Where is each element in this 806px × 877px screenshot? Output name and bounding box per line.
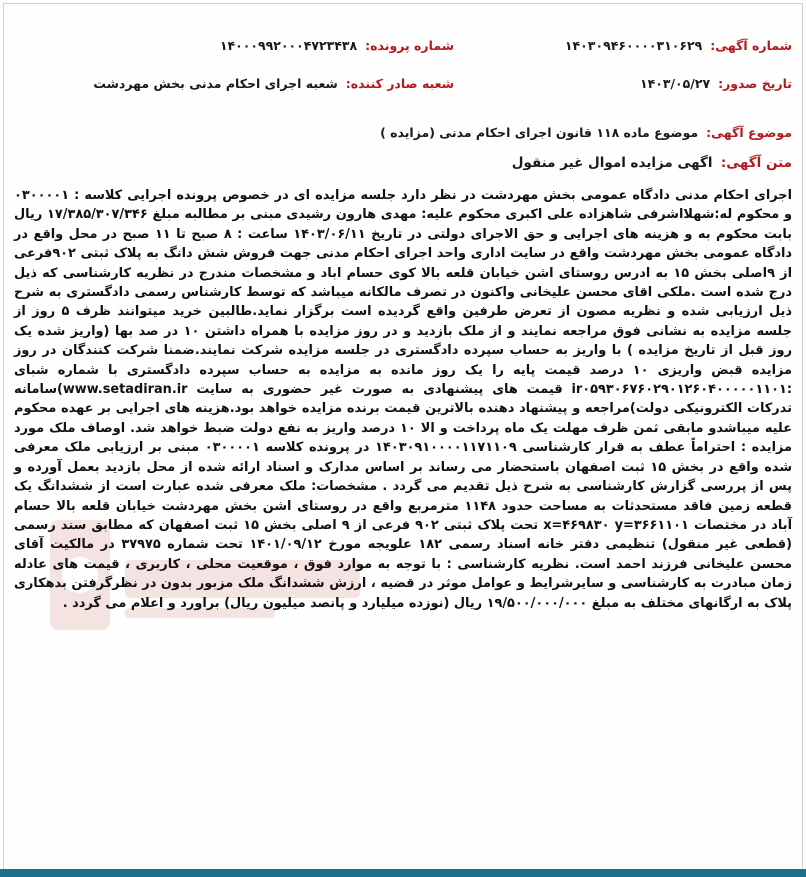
bottom-bar	[0, 869, 806, 877]
file-number-value: ۱۴۰۰۰۹۹۲۰۰۰۴۷۲۳۴۳۸	[219, 38, 358, 53]
file-number-label: شماره پرونده:	[365, 38, 454, 53]
issuer-value: شعبه اجرای احکام مدنی بخش مهردشت	[93, 76, 338, 91]
text-label: متن آگهی:	[720, 155, 792, 171]
issue-date-label: تاریخ صدور:	[718, 76, 792, 91]
ad-number-value: ۱۴۰۳۰۹۴۶۰۰۰۰۳۱۰۶۲۹	[564, 38, 703, 53]
notice-body	[14, 186, 792, 613]
subject-row	[380, 125, 792, 140]
issue-date-row	[640, 76, 792, 91]
issuer-row	[93, 76, 454, 91]
subject-value: موضوع ماده ۱۱۸ قانون اجرای احکام مدنی (مزایده )	[380, 125, 699, 140]
issue-date-value: ۱۴۰۳/۰۵/۲۷	[639, 76, 711, 91]
issuer-label: شعبه صادر کننده:	[345, 76, 454, 91]
file-number-row	[220, 38, 454, 53]
ad-number-label: شماره آگهی:	[710, 38, 792, 53]
text-title-row	[512, 155, 792, 171]
text-title: اگهی مزایده اموال غیر منقول	[511, 155, 713, 171]
subject-label: موضوع آگهی:	[706, 125, 792, 140]
notice-paragraph: اجرای احکام مدنی دادگاه عمومی بخش مهردشت در نظر دارد جلسه مزایده ای در خصوص پرونده اجرایی کلاسه : ۰۳۰۰۰۰۱ و محکوم له:شهلااشرفی شاهزاده علی اکبری محکوم علیه: مهدی هارون رشیدی مبنی بر مطالبه مبلغ ۱۷/۳۸۵/۳۰۷/۳۴۶ ریال بابت محکوم به و هزینه های اجرایی و حق الاجرای دولتی در تاریخ ۱۴۰۳/۰۶/۱۱ ساعت : ۸ صبح تا ۱۱ صبح در محل واقع در دادگاه عمومی بخش مهردشت واقع در سایت اداری واحد اجرای احکام مدنی جهت فروش شش دانگ به پلاک ثبتی ۹۰۲فرعی از ۹اصلی بخش ۱۵ به ادرس روستای اشن خیابان قلعه بالا کوی حسام اباد و مشخصات مندرج در نظریه کارشناسی که ذیل درج شده است .ملکی اقای محسن علیخانی واکنون در تصرف مالکانه میباشد که توسط کارشناس رسمی دادگستری به شرح ذیل ارزیابی شده و نظریه مصون از تعرض طرفین واقع گردیده است برگزار نماید.طالبین خرید میتوانند ظرف ۵ روز از جلسه مزایده به نشانی فوق مراجعه نمایند و از ملک بازدید و در روز مزایده با همراه داشتن ۱۰ در صد بها (واریز شده یک روز قبل از تاریخ مزایده ) با واریز به حساب سپرده دادگستری در جلسه مزایده شرکت نمایند.ضمنا شرکت کنندگان در روز مزایده قبض واریزی ۱۰ درصد قیمت پایه را یک روز مانده به مزایده به حساب سپرده دادگستری با شماره شبای :ir۰۵۹۳۰۶۷۶۰۲۹۰۱۲۶۰۴۰۰۰۰۰۱۱۰۱ قیمت های پیشنهادی به صورت غیر حضوری به سایت www.setadiran.ir)سامانه تدرکات الکترونیکی دولت)مراجعه و پیشنهاد دهنده بالاترین قیمت برنده مزایده خواهد بود.هزینه های اجرایی بر عهده محکوم علیه میباشدو مابقی ثمن ظرف مهلت یک ماه پرداخت و الا ۱۰ درصد واریز به نفع دولت ضبط خواهد شد. اوصاف ملک مورد مزایده : احتراماً عطف به قرار کارشناسی ۱۴۰۳۰۹۱۰۰۰۰۱۱۷۱۱۰۹ در پرونده کلاسه ۰۳۰۰۰۰۱ مبنی بر ارزیابی ملک معرفی شده واقع در بخش ۱۵ ثبت اصفهان باستحضار می رساند بر اساس مدارک و اسناد ارائه شده از محل بازدید بعمل آورده و پس از پررسی گزارش کارشناسی به شرح ذیل تقدیم می گردد . مشخصات: ملک معرفی شده عبارت است از ششدانگ یک قطعه زمین فاقد مستحدثات به مساحت حدود ۱۱۴۸ مترمربع واقع در روستای اشن بخش مهردشت خیابان قلعه بالا حسام آباد در مختصات x=۴۶۹۸۳۰ y=۳۶۶۱۱۰۱ تحت پلاک ثبتی ۹۰۲ فرعی از ۹ اصلی بخش ۱۵ ثبت اصفهان که مطابق سند رسمی (قطعی غیر منقول) تنظیمی دفتر خانه اسناد رسمی ۱۸۲ علویجه مورخ ۱۴۰۱/۰۹/۱۲ تحت شماره ۳۷۹۷۵ در مالکیت آقای محسن علیخانی فرزند احمد است. نظریه کارشناسی : با توجه به موارد فوق ، موقعیت محلی ، کاربری ، قیمت های عادله زمان مبادرت به کارشناسی و سایرشرایط و عوامل موثر در قضیه ، ارزش ششدانگ ملک مزبور بدون در نظرگرفتن بدهکاری پلاک به ارگانهای مختلف به مبلغ ۱۹/۵۰۰/۰۰۰/۰۰۰ ریال (نوزده میلیارد و پانصد میلیون ریال) براورد و اعلام می گردد .	[14, 188, 793, 611]
ad-number-row	[565, 38, 792, 53]
